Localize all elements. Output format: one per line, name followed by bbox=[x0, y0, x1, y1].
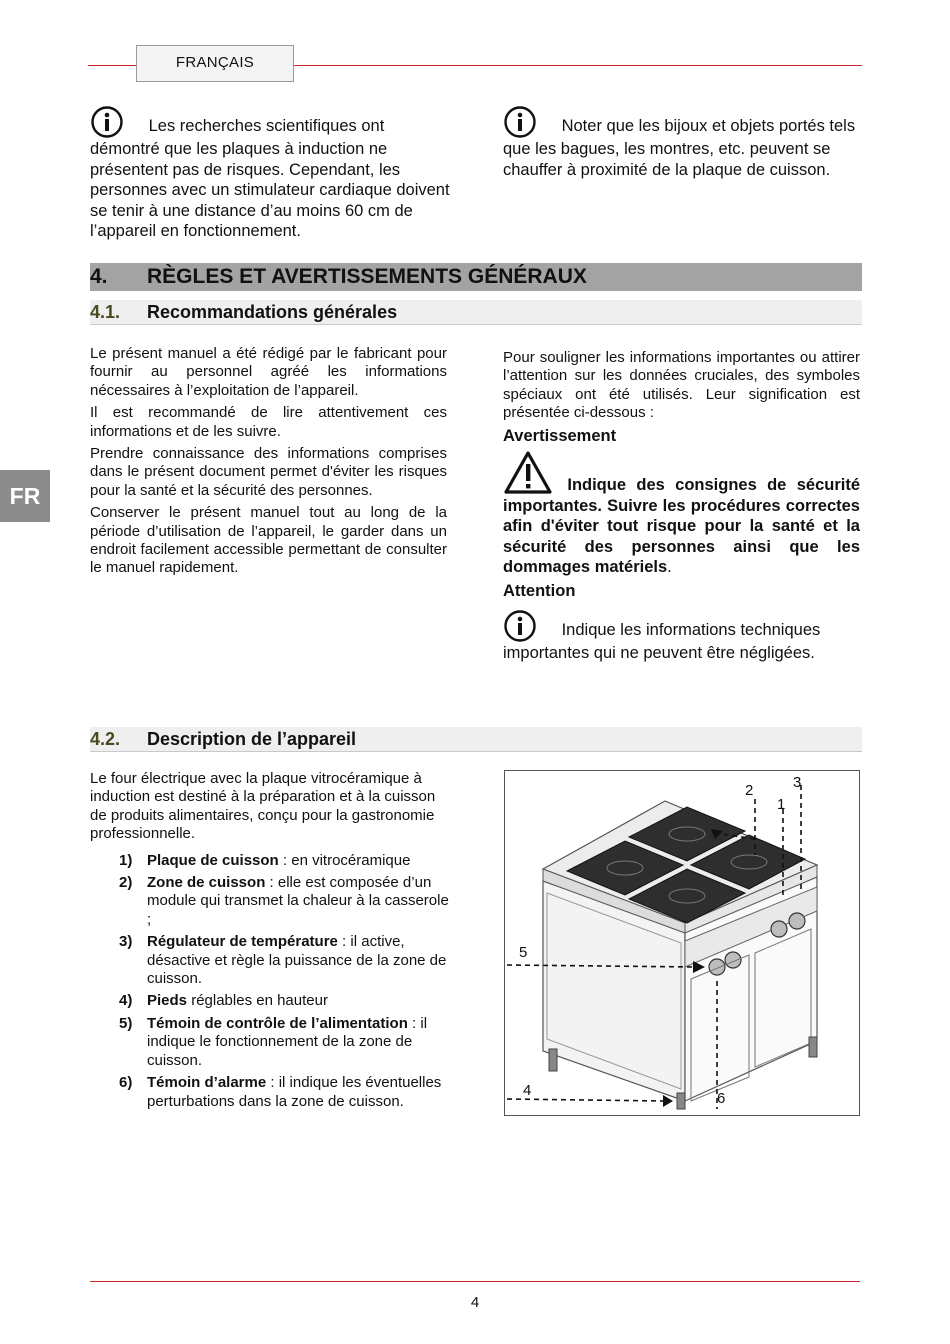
section-4-2-number: 4.2. bbox=[90, 729, 121, 749]
list-item: 6) Témoin d’alarme : il indique les éventuelles perturbations dans la zone de cuisson. bbox=[119, 1074, 442, 1110]
section-4-2-left-column bbox=[90, 770, 450, 1115]
footer-rule bbox=[90, 1281, 860, 1282]
attention-block bbox=[503, 609, 860, 664]
warning-triangle-icon bbox=[503, 450, 553, 496]
paragraph: Prendre connaissance des informations comprises dans le présent document permet d'éviter les risques pour la santé et la sécurité des personnes. bbox=[90, 445, 447, 499]
section-4-1-right-column bbox=[503, 349, 860, 663]
info-icon bbox=[503, 609, 537, 643]
symbols-intro: Pour souligner les informations importantes ou attirer l’attention sur les données cruciales, des symboles spéciaux ont été utilisés. Leur signification est présentée ci-dessous : bbox=[503, 349, 860, 422]
figure-label-4: 4 bbox=[523, 1082, 532, 1099]
note-pacemaker-text: Les recherches scientifiques ont démontré que les plaques à induction ne présentent pas de risques. Cependant, les personnes avec un stimulateur cardiaque doivent se tenir à une distance d’au moins 60 cm de l’appareil en fonctionnement. bbox=[90, 117, 450, 240]
warning-text: Indique des consignes de sécurité importantes. Suivre les procédures correctes afin d'éviter tout risque pour la santé et la sécurité des personnes ainsi que les dommages matériels bbox=[503, 475, 860, 577]
appliance-figure bbox=[504, 770, 860, 1116]
section-4-2-title: Description de l’appareil bbox=[147, 729, 357, 749]
list-item: 3) Régulateur de température : il active, désactive et règle la puissance de la zone de cuisson. bbox=[119, 933, 447, 988]
list-item: 2) Zone de cuisson : elle est composée d’un module qui transmet la chaleur à la casserole ; bbox=[119, 874, 449, 928]
figure-label-3: 3 bbox=[793, 774, 802, 791]
header-rule-right bbox=[294, 65, 862, 66]
info-icon bbox=[90, 105, 124, 139]
header-rule-left bbox=[88, 65, 136, 66]
note-jewelry-text: Noter que les bijoux et objets portés tels que les bagues, les montres, etc. peuvent se chauffer à proximité de la plaque de cuisson. bbox=[503, 117, 856, 179]
paragraph: Le présent manuel a été rédigé par le fabricant pour fournir au personnel agréé les informations nécessaires à l’exploitation de l’appareil. bbox=[90, 345, 447, 399]
list-item: 4) Pieds réglables en hauteur bbox=[119, 992, 328, 1010]
language-tab: FRANÇAIS bbox=[136, 45, 294, 82]
appliance-intro: Le four électrique avec la plaque vitrocéramique à induction est destiné à la préparation et à la cuisson de produits alimentaires, conçu pour la gastronomie professionnelle. bbox=[90, 770, 436, 843]
list-item: 1) Plaque de cuisson : en vitrocéramique bbox=[119, 851, 411, 869]
info-icon bbox=[503, 105, 537, 139]
figure-label-2: 2 bbox=[745, 782, 754, 799]
paragraph: Il est recommandé de lire attentivement ces informations et de les suivre. bbox=[90, 404, 447, 440]
section-4-heading bbox=[90, 263, 862, 291]
section-4-number: 4. bbox=[90, 265, 108, 288]
section-4-2-heading bbox=[90, 727, 862, 752]
component-list bbox=[90, 852, 450, 1111]
note-jewelry bbox=[503, 105, 875, 180]
section-4-1-number: 4.1. bbox=[90, 302, 121, 322]
figure-label-1: 1 bbox=[777, 796, 786, 813]
section-4-1-heading bbox=[90, 300, 862, 325]
section-4-title: RÈGLES ET AVERTISSEMENTS GÉNÉRAUX bbox=[147, 265, 587, 288]
warning-heading: Avertissement bbox=[503, 426, 617, 445]
attention-heading: Attention bbox=[503, 581, 576, 600]
figure-label-6: 6 bbox=[717, 1090, 726, 1107]
appliance-drawing bbox=[505, 771, 859, 1115]
section-4-1-left-column bbox=[90, 345, 447, 582]
warning-end: . bbox=[667, 558, 672, 577]
paragraph: Conserver le présent manuel tout au long de la période d’utilisation de l’appareil, le garder dans un endroit facilement accessible permettant de consulter le manuel rapidement. bbox=[90, 504, 447, 577]
section-4-1-title: Recommandations générales bbox=[147, 302, 398, 322]
attention-text: Indique les informations techniques importantes qui ne peuvent être négligées. bbox=[503, 620, 821, 662]
list-item: 5) Témoin de contrôle de l’alimentation : il indique le fonctionnement de la zone de cuisson. bbox=[119, 1014, 428, 1069]
note-pacemaker bbox=[90, 105, 450, 242]
page-number: 4 bbox=[470, 1294, 480, 1311]
figure-label-5: 5 bbox=[519, 944, 528, 961]
side-language-tab: FR bbox=[0, 470, 50, 522]
warning-block bbox=[503, 450, 860, 578]
